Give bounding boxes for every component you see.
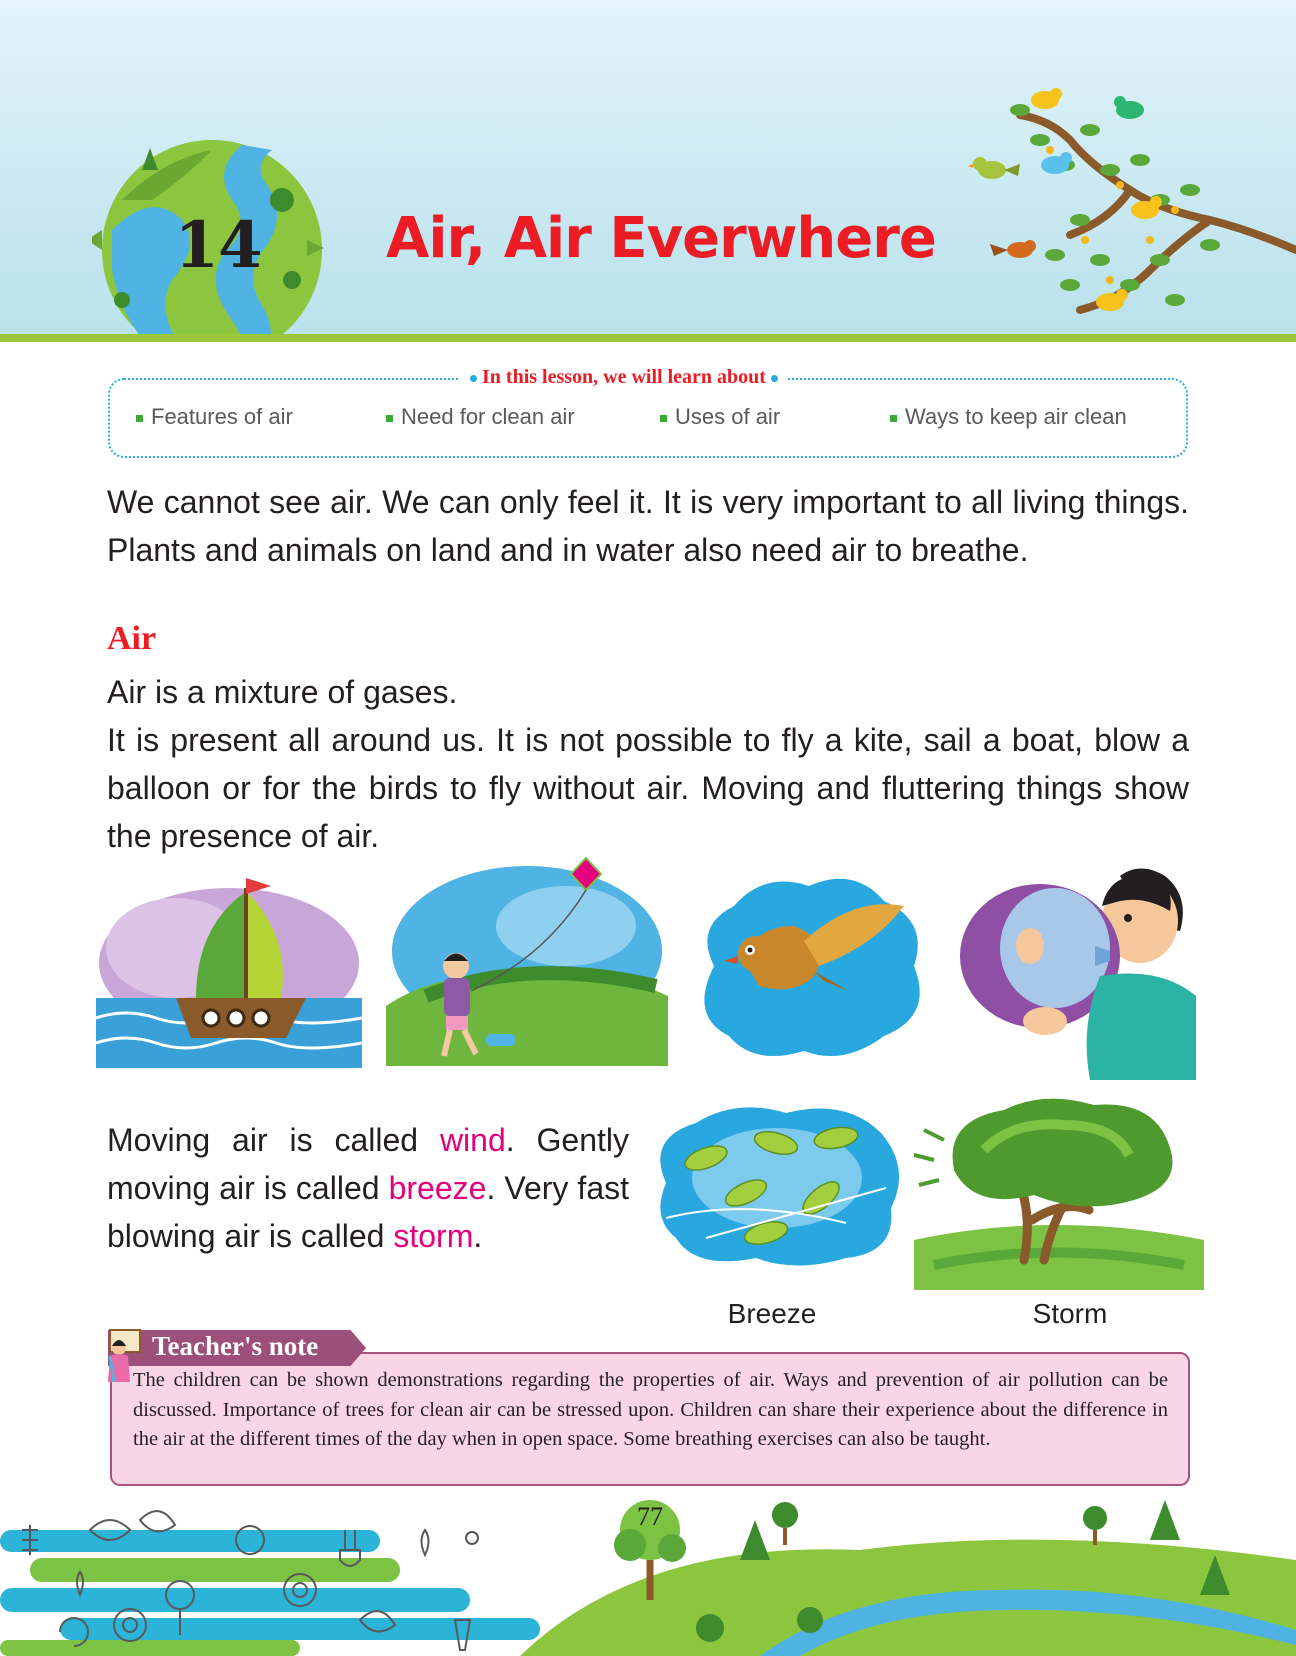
kite-flying-illustration [386,856,668,1066]
lesson-item [660,404,780,430]
section-heading-air: Air [107,620,157,657]
air-presence-paragraph: It is present all around us. It is not possible to fly a kite, sail a boat, blow a balloon or for the birds to fly without air. Moving and fluttering things show the presence of air. [107,722,1189,854]
lesson-item [386,404,575,430]
dot-icon [470,375,477,382]
term-wind: wind [439,1122,506,1158]
caption-breeze: Breeze [727,1298,817,1329]
flying-bird-cloud-illustration [684,866,934,1066]
teacher-note-title: Teacher's note [152,1331,319,1361]
air-definition: Air is a mixture of gases. [107,674,458,710]
teacher-note-text: The children can be shown demonstrations regarding the properties of air. Ways and prevention of air pollution can be discussed. Importance of trees for clean air can be stressed upon. Children can share their experience about the difference in the air at the different times of the day when in open space. Some breathing exercises can also be taught. [133,1369,1168,1450]
breeze-illustration [646,1098,908,1268]
tree-branch-birds-illustration [960,70,1296,338]
storm-illustration [914,1090,1204,1290]
lesson-objectives-heading [460,366,788,389]
wind-paragraph [107,1116,629,1260]
bullet-icon [890,415,897,422]
wind-text: . [473,1218,483,1254]
wind-text: . Very fast blowing air is called [107,1170,630,1254]
chapter-header [0,0,1296,338]
lesson-heading-text: In this lesson, we will learn about [482,366,766,388]
wind-text: . Gently moving air is called [107,1122,629,1206]
term-storm: storm [393,1218,474,1254]
bullet-icon [386,415,393,422]
dot-icon [771,375,778,382]
boy-balloon-illustration [960,856,1196,1080]
flying-bird-illustration [968,152,1020,186]
chapter-title: Air, Air Everwhere [386,206,936,271]
flying-bird-illustration [990,234,1040,264]
lesson-item-label: Uses of air [675,404,781,429]
lesson-item-label: Ways to keep air clean [905,404,1127,429]
bullet-icon [660,415,667,422]
chapter-number: 14 [174,208,262,283]
page-number: 77 [637,1502,663,1531]
lesson-item-label: Need for clean air [401,404,575,429]
sailboat-illustration [96,868,362,1068]
lesson-item [136,404,293,430]
intro-paragraph: We cannot see air. We can only feel it. It is very important to all living things. Plants and animals on land and in water also need air to breathe. [107,484,1189,568]
lesson-item-label: Features of air [151,404,293,429]
header-divider [0,334,1296,342]
lesson-item [890,404,1127,430]
wind-text: Moving air is called [107,1122,440,1158]
caption-storm: Storm [1032,1298,1108,1329]
bullet-icon [136,415,143,422]
term-breeze: breeze [388,1170,487,1206]
